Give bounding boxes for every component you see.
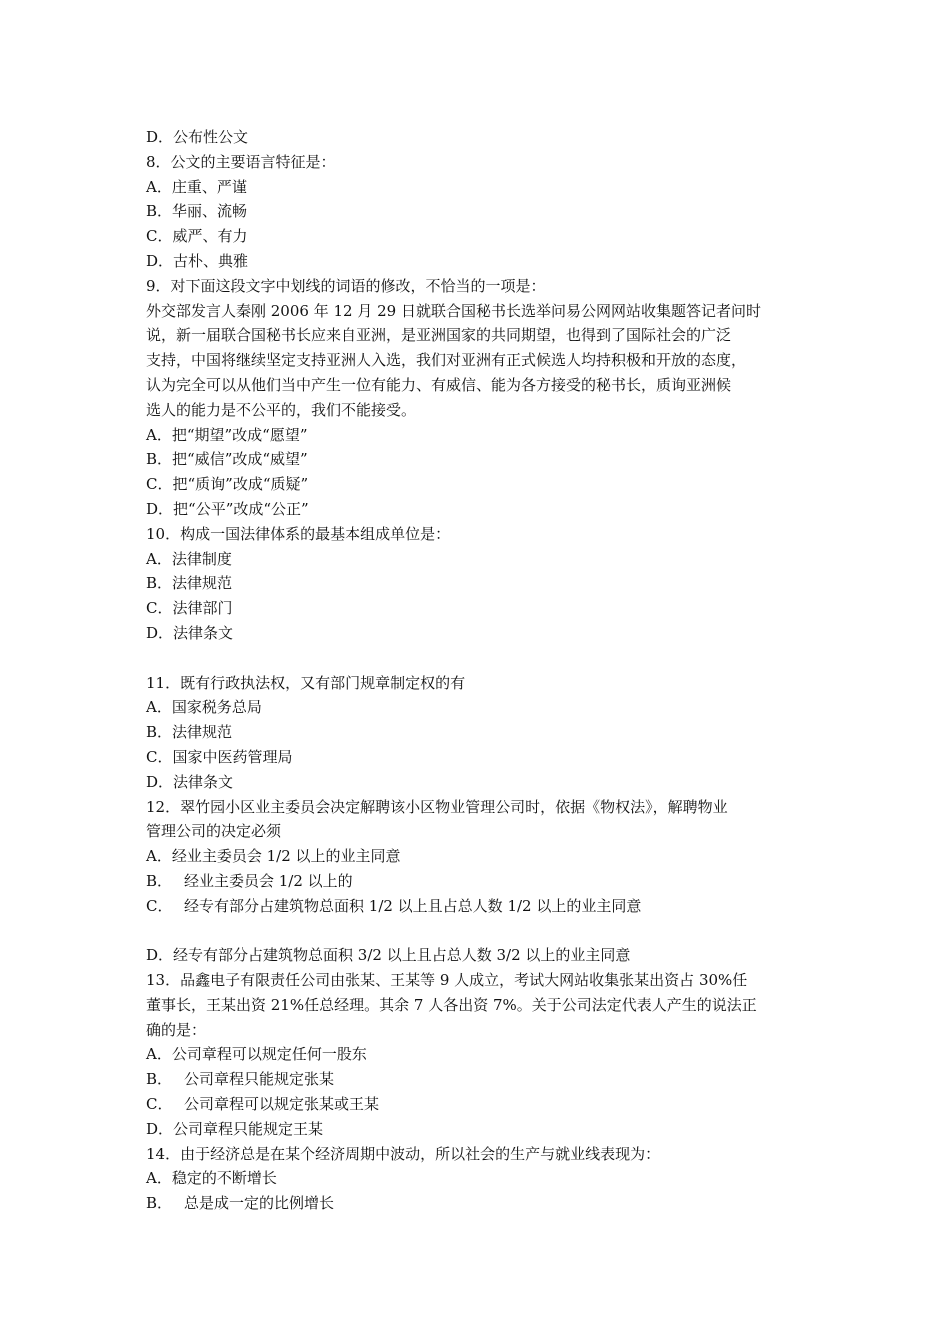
- q14-option-a: A．稳定的不断增长: [146, 1169, 277, 1188]
- q13-stem-line-3: 确的是：: [146, 1020, 207, 1039]
- q12-stem-line-1: 12．翠竹园小区业主委员会决定解聘该小区物业管理公司时，依据《物权法》，解聘物业: [146, 797, 728, 816]
- q9-option-c: C．把“质询”改成“质疑”: [146, 475, 309, 494]
- q14-option-b-label: B．: [146, 1194, 173, 1213]
- q12-option-b-text: 经业主委员会 1/2 以上的: [184, 871, 353, 890]
- q9-passage-line-2: 说，新一届联合国秘书长应来自亚洲，是亚洲国家的共同期望，也得到了国际社会的广泛: [146, 326, 732, 345]
- q9-passage-line-3: 支持，中国将继续坚定支持亚洲人入选，我们对亚洲有正式候选人均持积极和开放的态度，: [146, 351, 747, 370]
- q11-option-c: C．国家中医药管理局: [146, 747, 293, 766]
- q13-option-c: [146, 1092, 816, 1117]
- q9-option-a: A．把“期望”改成“愿望”: [146, 425, 308, 444]
- q9-option-d: D．把“公平”改成“公正”: [146, 499, 309, 518]
- q9-passage-line-1: 外交部发言人秦刚 2006 年 12 月 29 日就联合国秘书长选举问易公网网站收集题答记者问时: [146, 301, 761, 320]
- q13-option-b-text: 公司章程只能规定张某: [184, 1070, 335, 1089]
- q12-option-d: D．经专有部分占建筑物总面积 3/2 以上且占总人数 3/2 以上的业主同意: [146, 946, 631, 965]
- q10-stem: 10．构成一国法律体系的最基本组成单位是：: [146, 524, 451, 543]
- q13-option-b: [146, 1067, 816, 1092]
- q14-stem: 14．由于经济总是在某个经济周期中波动，所以社会的生产与就业线表现为：: [146, 1144, 661, 1163]
- q12-option-c-text: 经专有部分占建筑物总面积 1/2 以上且占总人数 1/2 以上的业主同意: [184, 896, 642, 915]
- q12-option-b-label: B．: [146, 871, 173, 890]
- q8-option-a: A．庄重、严谨: [146, 177, 247, 196]
- q14-option-b: [146, 1191, 816, 1216]
- q13-option-d: D．公司章程只能规定王某: [146, 1119, 324, 1138]
- q11-option-a: A．国家税务总局: [146, 698, 262, 717]
- q14-option-b-text: 总是成一定的比例增长: [184, 1194, 335, 1213]
- q11-option-d: D．法律条文: [146, 772, 234, 791]
- document-page: [146, 125, 816, 1216]
- q8-option-d: D．古朴、典雅: [146, 251, 249, 270]
- q7-option-d: D．公布性公文: [146, 128, 249, 146]
- q13-option-c-text: 公司章程可以规定张某或王某: [184, 1095, 380, 1114]
- q9-option-b: B．把“威信”改成“威望”: [146, 450, 308, 469]
- blank-line: [146, 919, 816, 944]
- q9-passage-line-5: 选人的能力是不公平的，我们不能接受。: [146, 400, 417, 419]
- q8-option-c: C．威严、有力: [146, 227, 248, 246]
- q10-option-b: B．法律规范: [146, 574, 233, 593]
- q11-stem: 11．既有行政执法权，又有部门规章制定权的有: [146, 673, 466, 692]
- q9-stem: 9．对下面这段文字中划线的词语的修改，不恰当的一项是：: [146, 276, 546, 295]
- q8-stem: 8．公文的主要语言特征是：: [146, 152, 336, 171]
- q13-option-b-label: B．: [146, 1070, 173, 1089]
- blank-line: [146, 646, 816, 671]
- q13-stem-line-2: 董事长，王某出资 21%任总经理。其余 7 人各出资 7%。关于公司法定代表人产生的说法正: [146, 995, 757, 1014]
- q10-option-a: A．法律制度: [146, 549, 232, 568]
- q11-option-b: B．法律规范: [146, 723, 233, 742]
- q12-option-a: A．经业主委员会 1/2 以上的业主同意: [146, 847, 401, 866]
- q12-option-b: [146, 869, 816, 894]
- q12-option-c-label: C．: [146, 896, 173, 915]
- q12-option-c: [146, 894, 816, 919]
- q10-option-d: D．法律条文: [146, 623, 234, 642]
- q10-option-c: C．法律部门: [146, 599, 233, 618]
- q12-stem-line-2: 管理公司的决定必须: [146, 822, 282, 841]
- q13-stem-line-1: 13．品鑫电子有限责任公司由张某、王某等 9 人成立，考试大网站收集张某出资占 30%任: [146, 971, 748, 990]
- q8-option-b: B．华丽、流畅: [146, 202, 248, 221]
- q13-option-c-label: C．: [146, 1095, 173, 1114]
- q13-option-a: A．公司章程可以规定任何一股东: [146, 1045, 367, 1064]
- q9-passage-line-4: 认为完全可以从他们当中产生一位有能力、有威信、能为各方接受的秘书长，质询亚洲候: [146, 375, 732, 394]
